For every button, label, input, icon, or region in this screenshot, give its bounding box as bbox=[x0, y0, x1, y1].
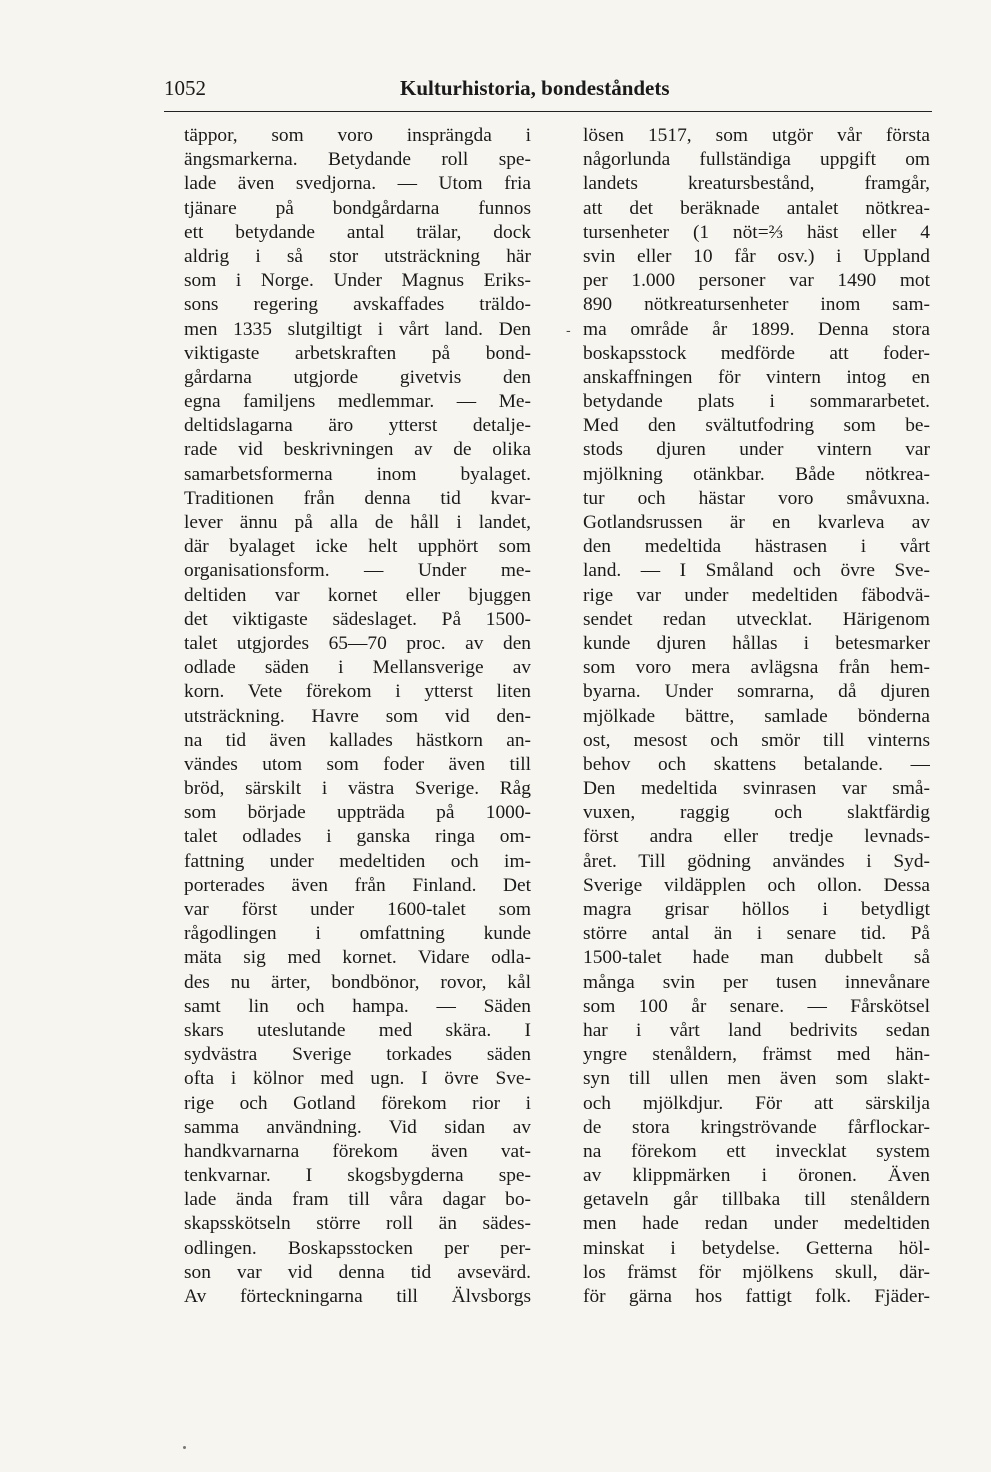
text-line: tur och hästar voro småvuxna. bbox=[583, 487, 930, 509]
text-line: bröd, särskilt i västra Sverige. Råg bbox=[184, 778, 531, 800]
text-line: utsträckning. Havre som vid den- bbox=[184, 705, 531, 727]
text-line: Sverige vildäpplen och ollon. Dessa bbox=[583, 874, 930, 896]
text-line: lade även svedjorna. — Utom fria bbox=[184, 173, 531, 195]
text-line: viktigaste arbetskraften på bond- bbox=[184, 342, 531, 364]
text-line: betydande plats i sommararbetet. bbox=[583, 391, 930, 413]
text-line: na förekom ett invecklat system bbox=[583, 1140, 930, 1162]
text-line: samt lin och hampa. — Säden bbox=[184, 995, 531, 1017]
text-line: vuxen, raggig och slaktfärdig bbox=[583, 802, 930, 824]
text-line: Av förteckningarna till Älvsborgs bbox=[184, 1286, 531, 1307]
text-line: na tid även kallades hästkorn an- bbox=[184, 729, 531, 751]
text-line: många svin per tusen innevånare bbox=[583, 971, 930, 993]
text-line: tjänare på bondgårdarna funnos bbox=[184, 197, 531, 219]
text-line: per 1.000 personer var 1490 mot bbox=[583, 270, 930, 292]
text-line: landets kreatursbestånd, framgår, bbox=[583, 173, 930, 195]
text-line: odlingen. Boskapsstocken per per- bbox=[184, 1237, 531, 1259]
text-line: deltidslagarna äro ytterst detalje- bbox=[184, 415, 531, 437]
page-number: 1052 bbox=[164, 76, 206, 100]
text-line: aldrig i så stor utsträckning här bbox=[184, 245, 531, 267]
right-column bbox=[583, 124, 930, 1309]
text-line: talet odlades i ganska ringa om- bbox=[184, 826, 531, 848]
text-line: mäta sig med kornet. Vidare odla- bbox=[184, 947, 531, 969]
text-line: magra grisar höllos i betydligt bbox=[583, 899, 930, 920]
text-line: deltiden var kornet eller bjuggen bbox=[184, 584, 531, 606]
text-line: handkvarnarna förekom även vat- bbox=[184, 1140, 531, 1162]
header-rule bbox=[164, 111, 932, 112]
text-line: som 100 år senare. — Fårskötsel bbox=[583, 995, 930, 1017]
text-line: minskat i betydelse. Getterna höl- bbox=[583, 1237, 930, 1259]
text-line: av klippmärken i öronen. Även bbox=[583, 1165, 930, 1187]
text-line: Den medeltida svinrasen var små- bbox=[583, 778, 930, 800]
text-line: sydvästra Sverige torkades säden bbox=[184, 1044, 531, 1066]
text-line: tursenheter (1 nöt=⅔ häst eller 4 bbox=[583, 221, 930, 243]
text-line: syn till ullen men även som slakt- bbox=[583, 1068, 930, 1090]
text-line: rågodlingen i omfattning kunde bbox=[184, 923, 531, 945]
text-line: korn. Vete förekom i ytterst liten bbox=[184, 681, 531, 703]
text-line: sons regering avskaffades träldo- bbox=[184, 294, 531, 316]
text-line: getaveln går tillbaka till stenåldern bbox=[583, 1189, 930, 1211]
text-line: yngre stenåldern, främst med hän- bbox=[583, 1044, 930, 1066]
text-line: stods djuren under vintern var bbox=[583, 439, 930, 461]
text-line: porterades även från Finland. Det bbox=[184, 874, 531, 896]
text-line: som i Norge. Under Magnus Eriks- bbox=[184, 270, 531, 292]
text-line: samma användning. Vid sidan av bbox=[184, 1116, 531, 1138]
text-line: gårdarna utgjorde givetvis den bbox=[184, 366, 531, 388]
text-line: fattning under medeltiden och im- bbox=[184, 850, 531, 872]
text-line: rige och Gotland förekom rior i bbox=[184, 1092, 531, 1114]
text-line: men 1335 slutgiltigt i vårt land. Den bbox=[184, 318, 531, 340]
text-line: någorlunda fullständiga uppgift om bbox=[583, 149, 930, 171]
text-line: talet utgjordes 65—70 proc. av den bbox=[184, 632, 531, 654]
text-line: lösen 1517, som utgör vår första bbox=[583, 125, 930, 146]
text-line: har i vårt land bedrivits sedan bbox=[583, 1019, 930, 1041]
text-line: 890 nötkreatursenheter inom sam- bbox=[583, 294, 930, 316]
text-line: samarbetsformerna inom byalaget. bbox=[184, 463, 531, 485]
text-line: lade ända fram till våra dagar bo- bbox=[184, 1189, 531, 1211]
text-line: behov och skattens betalande. — bbox=[583, 753, 930, 775]
text-line: lever ännu på alla de håll i landet, bbox=[184, 512, 531, 533]
text-line: ängsmarkerna. Betydande roll spe- bbox=[184, 149, 531, 171]
text-line: boskapsstock medförde att foder- bbox=[583, 342, 930, 364]
text-line: rige var under medeltiden fäbodvä- bbox=[583, 584, 930, 606]
text-line: anskaffningen för vintern intog en bbox=[583, 366, 930, 388]
text-line: året. Till gödning användes i Syd- bbox=[583, 850, 930, 872]
text-line: los främst för mjölkens skull, där- bbox=[583, 1261, 930, 1283]
text-line: att det beräknade antalet nötkrea- bbox=[583, 197, 930, 219]
text-line: Traditionen från denna tid kvar- bbox=[184, 487, 531, 509]
margin-mark: ‐ bbox=[566, 323, 571, 339]
text-line: ma område år 1899. Denna stora bbox=[583, 318, 930, 340]
text-line: var först under 1600-talet som bbox=[184, 899, 531, 920]
text-line: ofta i kölnor med ugn. I övre Sve- bbox=[184, 1068, 531, 1090]
running-head: Kulturhistoria, bondeståndets bbox=[400, 76, 670, 100]
text-line: skars uteslutande med skära. I bbox=[184, 1019, 531, 1041]
text-line: 1500-talet hade man dubbelt så bbox=[583, 947, 930, 969]
text-line: större antal än i senare tid. På bbox=[583, 923, 930, 945]
text-line: som voro mera avlägsna från hem- bbox=[583, 657, 930, 679]
text-line: det viktigaste sädeslaget. På 1500- bbox=[184, 608, 531, 630]
text-line: sendet redan utvecklat. Härigenom bbox=[583, 608, 930, 630]
text-line: för gärna hos fattigt folk. Fjäder- bbox=[583, 1286, 930, 1307]
text-line: ett betydande antal trälar, dock bbox=[184, 221, 531, 243]
text-line: egna familjens medlemmar. — Me- bbox=[184, 391, 531, 413]
text-line: tenkvarnar. I skogsbygderna spe- bbox=[184, 1165, 531, 1187]
text-line: odlade säden i Mellansverige av bbox=[184, 657, 531, 679]
text-line: som började uppträda på 1000- bbox=[184, 802, 531, 824]
text-line: den medeltida hästrasen i vårt bbox=[583, 536, 930, 558]
text-line: men hade redan under medeltiden bbox=[583, 1213, 930, 1235]
text-line: täppor, som voro insprängda i bbox=[184, 125, 531, 146]
text-line: kunde djuren hållas i betesmarker bbox=[583, 632, 930, 654]
text-line: och mjölkdjur. För att särskilja bbox=[583, 1092, 930, 1114]
page-header bbox=[164, 72, 932, 102]
text-line: byarna. Under somrarna, då djuren bbox=[583, 681, 930, 703]
scan-speck bbox=[183, 1446, 186, 1449]
text-line: des nu ärter, bondbönor, rovor, kål bbox=[184, 971, 531, 993]
left-column bbox=[184, 124, 531, 1309]
text-line: skapsskötseln större roll än sädes- bbox=[184, 1213, 531, 1235]
text-line: där byalaget icke helt upphört som bbox=[184, 536, 531, 558]
text-line: son var vid denna tid avsevärd. bbox=[184, 1261, 531, 1283]
text-line: först andra eller tredje levnads- bbox=[583, 826, 930, 848]
text-line: organisationsform. — Under me- bbox=[184, 560, 531, 582]
text-line: de stora kringströvande fårflockar- bbox=[583, 1116, 930, 1138]
text-line: svin eller 10 får osv.) i Uppland bbox=[583, 245, 930, 267]
text-line: Gotlandsrussen är en kvarleva av bbox=[583, 512, 930, 533]
text-line: Med den svältutfodring som be- bbox=[583, 415, 930, 437]
text-line: ost, mesost och smör till vinterns bbox=[583, 729, 930, 751]
text-line: rade vid beskrivningen av de olika bbox=[184, 439, 531, 461]
text-line: land. — I Småland och övre Sve- bbox=[583, 560, 930, 582]
text-line: vändes utom som foder även till bbox=[184, 753, 531, 775]
text-line: mjölkade bättre, samlade bönderna bbox=[583, 705, 930, 727]
text-line: mjölkning otänkbar. Både nötkrea- bbox=[583, 463, 930, 485]
